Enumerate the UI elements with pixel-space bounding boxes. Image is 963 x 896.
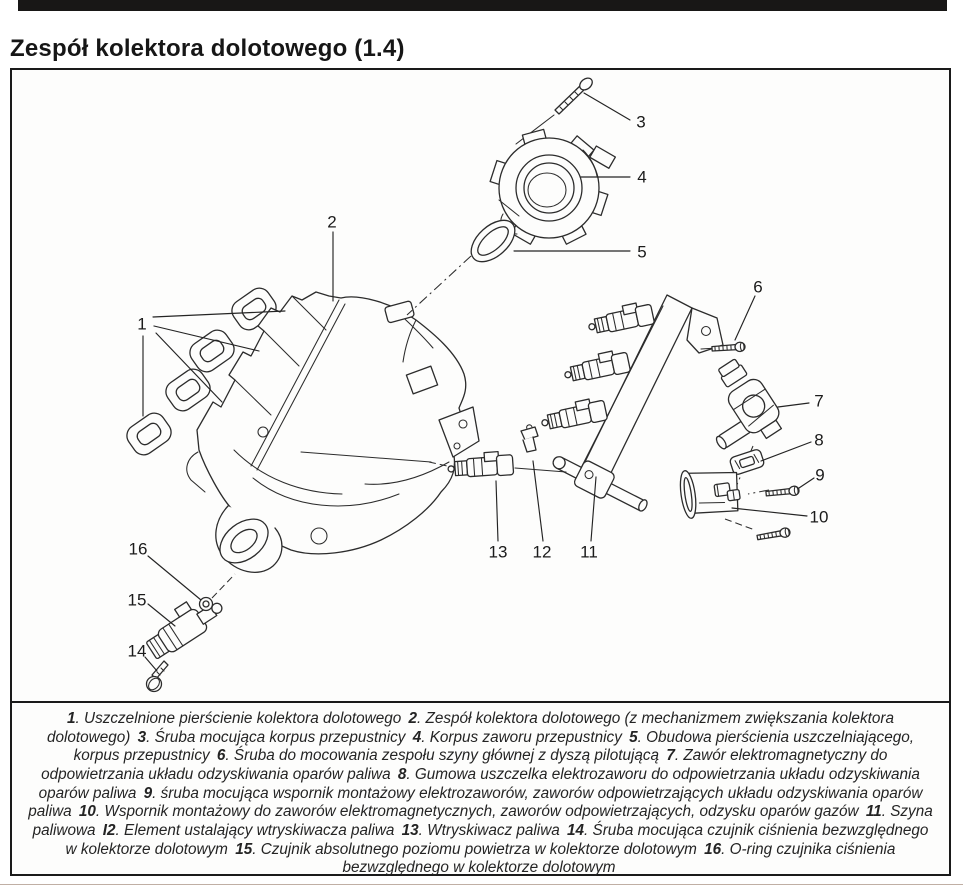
callout-label-1: 1 (137, 314, 147, 334)
caption-item-number: 6 (216, 747, 226, 765)
caption-item: 15. Czujnik absolutnego poziomu powietrza w kolektorze dolotowym (235, 840, 697, 858)
caption-item-number: 9 (143, 784, 153, 802)
callout-label-3: 3 (636, 112, 646, 132)
part-intake-manifold (187, 292, 479, 572)
part-injector-1 (586, 300, 655, 337)
diagram-area (12, 70, 949, 703)
figure-box (10, 68, 951, 876)
caption-item: 8. Gumowa uszczelka elektrozaworu do odpowietrzania układu odzyskiwania oparów paliwa (38, 765, 920, 802)
callout-label-9: 9 (815, 465, 825, 485)
callout-label-11: 11 (580, 542, 598, 562)
caption-item-number: 4 (412, 728, 422, 746)
caption-item-number: 1 (67, 710, 76, 727)
caption-item-number: I2 (102, 821, 116, 839)
part-bracket-screw-upper (766, 486, 800, 499)
caption-item: 13. Wtryskiwacz paliwa (401, 821, 560, 839)
caption-item-number: 7 (666, 747, 675, 765)
caption-item: 1. Uszczelnione pierścienie kolektora dolotowego (67, 710, 406, 727)
callout-label-10: 10 (809, 507, 829, 527)
part-purge-solenoid (684, 354, 788, 462)
caption-item-number: 15 (235, 840, 253, 858)
caption-item: 16. O-ring czujnika ciśnienia bezwzględnego w kolektorze dolotowym (342, 840, 896, 877)
caption-item: 10. Wspornik montażowy do zaworów elektromagnetycznych, zaworów odpowietrzających, odzysku oparów gazów (78, 803, 859, 821)
caption-item-number: 14 (567, 821, 585, 839)
part-sensor-screw (146, 661, 168, 692)
part-injector-clip (521, 425, 538, 452)
callout-label-16: 16 (128, 539, 148, 559)
caption-item: 4. Korpus zaworu przepustnicy (412, 728, 622, 746)
part-solenoid-gasket (729, 448, 765, 475)
callout-label-12: 12 (532, 542, 552, 562)
part-map-sensor (139, 587, 228, 662)
part-bracket-screw-lower (757, 527, 791, 542)
callout-label-8: 8 (814, 430, 824, 450)
caption-item: 6. Śruba do mocowania zespołu szyny głównej z dyszą pilotującą (216, 747, 660, 765)
caption-item: 2. Zespół kolektora dolotowego (z mechanizmem zwiększania kolektora dolotowego) (47, 710, 894, 746)
screw-axis-lower (725, 519, 755, 530)
callout-label-2: 2 (327, 212, 337, 232)
callout-label-7: 7 (814, 391, 824, 411)
page-title: Zespół kolektora dolotowego (1.4) (10, 35, 948, 73)
caption-item-number: 8 (397, 765, 407, 783)
part-mounting-bracket (678, 464, 742, 520)
caption-item-number: 13 (401, 821, 419, 839)
caption-item: 7. Zawór elektromagnetyczny do odpowietrzania układu odzyskiwania oparów paliwa (41, 747, 888, 783)
caption-item: 5. Obudowa pierścienia uszczelniającego, korpus przepustnicy (73, 728, 914, 765)
caption-item-number: 10 (78, 803, 96, 821)
caption-item: 11. Szyna paliwowa (32, 803, 933, 839)
caption-item-number: 16 (704, 840, 722, 858)
part-injector-2 (562, 348, 631, 385)
caption-item: 14. Śruba mocująca czujnik ciśnienia bezwzględnego w kolektorze dolotowym (65, 821, 929, 858)
oring-assembly-dash (212, 574, 235, 598)
callout-label-15: 15 (127, 590, 147, 610)
seal-assembly-axis (407, 256, 471, 315)
caption-item-number: 2 (408, 710, 417, 727)
caption-item-number: 11 (865, 803, 882, 821)
callout-label-14: 14 (127, 641, 147, 661)
callout-label-4: 4 (637, 167, 647, 187)
figure-caption (12, 703, 949, 877)
top-scan-bar (18, 0, 947, 11)
part-sensor-oring (200, 598, 213, 611)
part-injector-3 (539, 396, 608, 433)
caption-item: 9. śruba mocująca wspornik montażowy elektrozaworów, zaworów odpowietrzających układu odzyskiwania oparów paliwa (28, 784, 923, 821)
caption-item: I2. Element ustalający wtryskiwacza paliwa (102, 821, 395, 839)
callout-label-13: 13 (488, 542, 508, 562)
callout-label-6: 6 (753, 277, 763, 297)
caption-item: 3. Śruba mocująca korpus przepustnicy (137, 728, 406, 746)
caption-item-number: 5 (629, 728, 638, 746)
exploded-diagram (12, 70, 949, 701)
callout-label-5: 5 (637, 242, 647, 262)
bottom-rule (0, 884, 963, 885)
caption-item-number: 3 (137, 728, 147, 746)
